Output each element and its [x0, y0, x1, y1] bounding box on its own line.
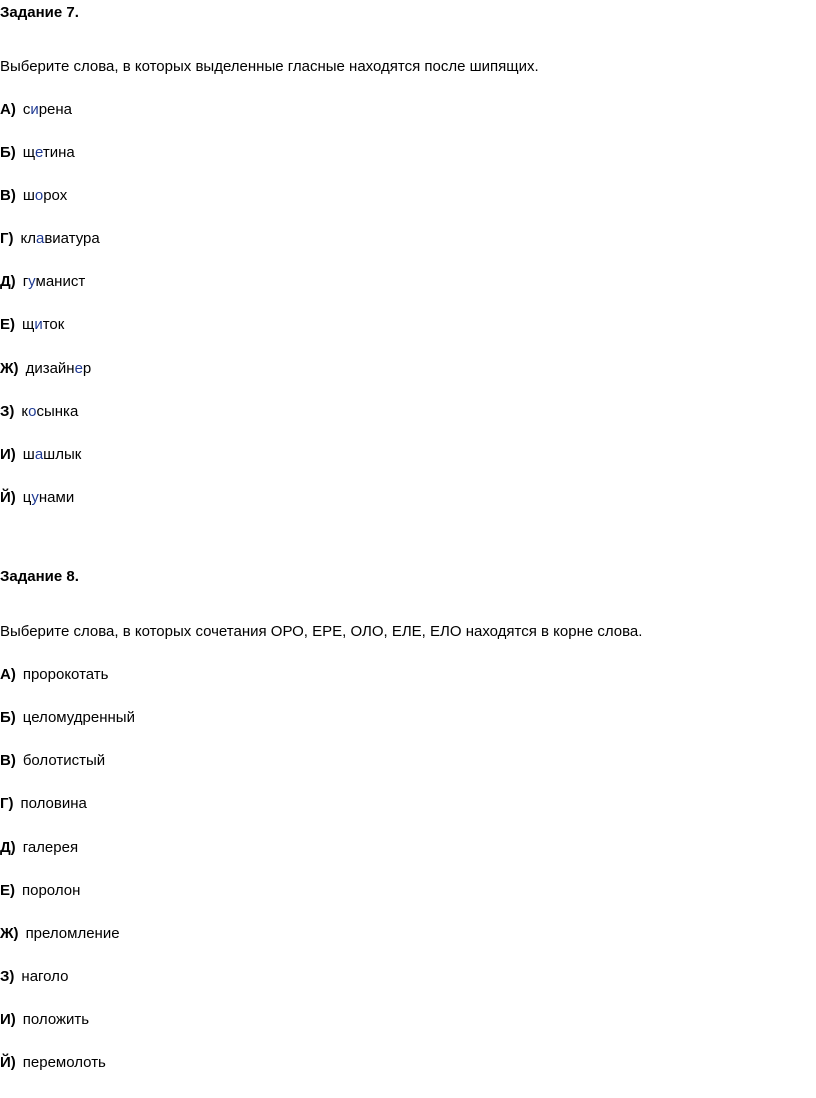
option-word: клавиатура: [20, 230, 100, 247]
option-word: половина: [20, 795, 87, 812]
task8-option: [0, 839, 78, 857]
option-letter: Г): [0, 230, 14, 247]
task7-option: [0, 187, 67, 205]
task8-title: Задание 8.: [0, 568, 79, 585]
option-letter: И): [0, 446, 16, 463]
option-word: гуманист: [22, 273, 86, 290]
task7-option: [0, 403, 78, 421]
highlighted-vowel: у: [28, 273, 36, 290]
option-word: наголо: [21, 968, 69, 985]
task7-title: Задание 7.: [0, 4, 79, 21]
highlighted-vowel: и: [34, 316, 43, 333]
option-word: шашлык: [22, 446, 82, 463]
option-letter: З): [0, 403, 15, 420]
task8-option: [0, 709, 135, 727]
option-letter: Й): [0, 1054, 16, 1071]
task7-option: [0, 101, 72, 119]
task8-option: [0, 795, 87, 813]
option-word: щетина: [22, 144, 75, 161]
option-letter: Б): [0, 144, 16, 161]
option-letter: Ж): [0, 360, 19, 377]
option-letter: Д): [0, 273, 16, 290]
option-word: целомудренный: [22, 709, 135, 726]
option-word: шорох: [22, 187, 68, 204]
task7-option: [0, 360, 91, 378]
task7-option: [0, 316, 64, 334]
highlighted-vowel: о: [34, 187, 44, 204]
highlighted-vowel: о: [28, 403, 37, 420]
task7-option: [0, 273, 85, 291]
option-letter: В): [0, 752, 16, 769]
task8-option: [0, 752, 105, 770]
option-letter: А): [0, 101, 16, 118]
option-word: перемолоть: [22, 1054, 106, 1071]
task8-prompt: Выберите слова, в которых сочетания ОРО, ЕРЕ, ОЛО, ЕЛЕ, ЕЛО находятся в корне слова.: [0, 623, 643, 640]
option-letter: Ж): [0, 925, 19, 942]
option-word: поролон: [22, 882, 81, 899]
option-letter: З): [0, 968, 15, 985]
highlighted-vowel: а: [35, 230, 45, 247]
option-letter: В): [0, 187, 16, 204]
task7-option: [0, 446, 81, 464]
task8-option: [0, 925, 120, 943]
highlighted-vowel: у: [31, 489, 39, 506]
option-word: щиток: [22, 316, 65, 333]
option-word: сирена: [22, 101, 73, 118]
option-letter: И): [0, 1011, 16, 1028]
option-letter: Е): [0, 882, 15, 899]
option-word: галерея: [22, 839, 79, 856]
option-word: преломление: [25, 925, 120, 942]
option-word: косынка: [21, 403, 79, 420]
option-letter: Е): [0, 316, 15, 333]
task7-prompt: Выберите слова, в которых выделенные гласные находятся после шипящих.: [0, 58, 539, 75]
task7-option: [0, 489, 74, 507]
task7-option: [0, 144, 75, 162]
task7-option: [0, 230, 100, 248]
highlighted-vowel: е: [74, 360, 83, 377]
task8-option: [0, 968, 68, 986]
task8-option: [0, 882, 80, 900]
task8-option: [0, 1054, 106, 1072]
option-word: цунами: [22, 489, 75, 506]
option-letter: Й): [0, 489, 16, 506]
option-word: дизайнер: [25, 360, 92, 377]
highlighted-vowel: а: [34, 446, 44, 463]
option-word: болотистый: [22, 752, 106, 769]
option-letter: Д): [0, 839, 16, 856]
option-word: пророкотать: [22, 666, 109, 683]
task8-option: [0, 1011, 89, 1029]
highlighted-vowel: и: [30, 101, 39, 118]
option-letter: Б): [0, 709, 16, 726]
highlighted-vowel: е: [34, 144, 43, 161]
option-letter: Г): [0, 795, 14, 812]
task8-option: [0, 666, 108, 684]
option-letter: А): [0, 666, 16, 683]
option-word: положить: [22, 1011, 90, 1028]
